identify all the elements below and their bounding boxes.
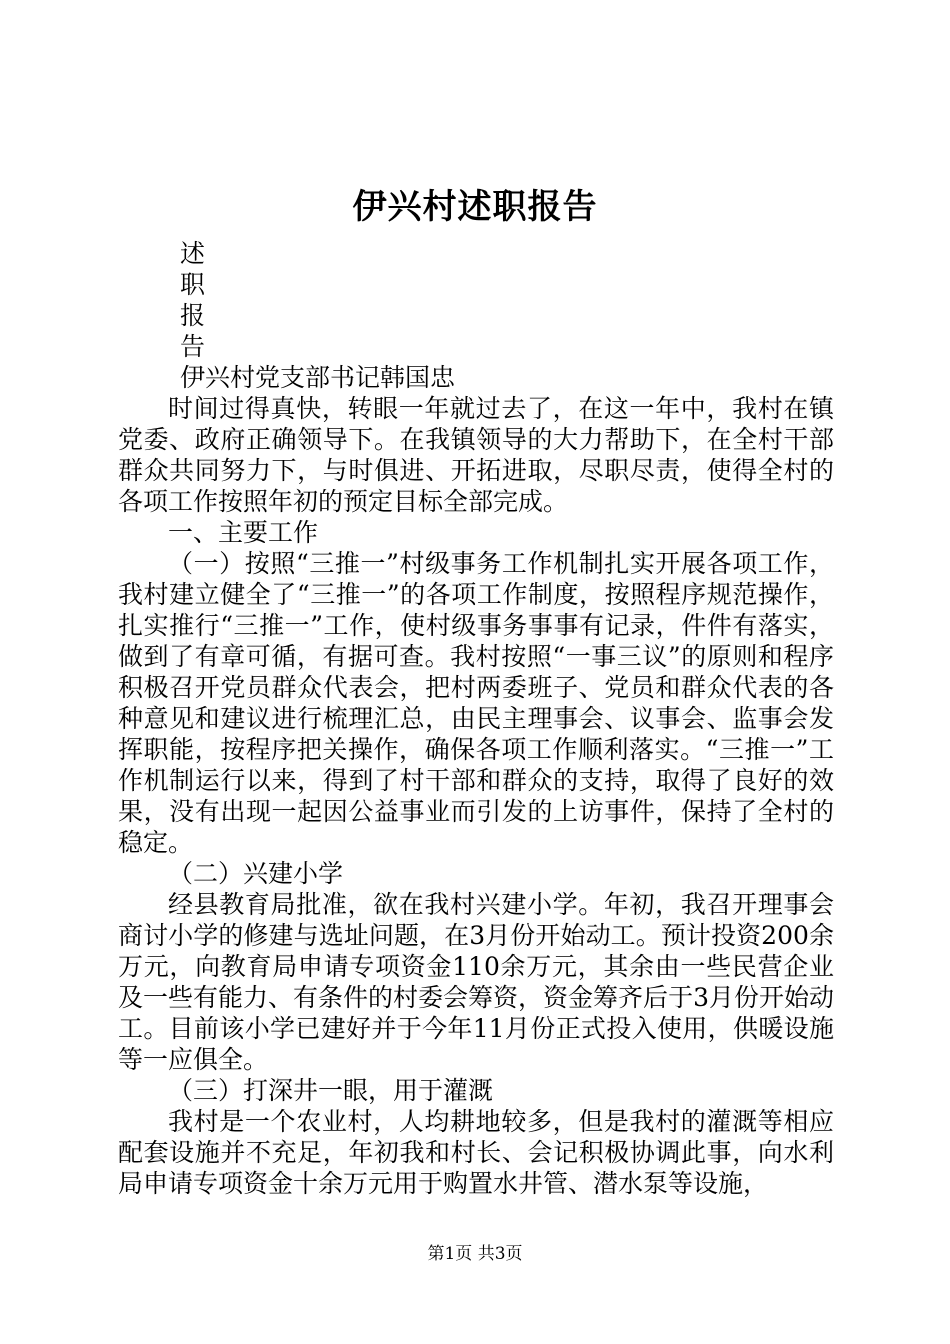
subsection-heading-well: （三）打深井一眼，用于灌溉	[168, 1076, 494, 1105]
paragraph-school: 经县教育局批准，欲在我村兴建小学。年初，我召开理事会商讨小学的修建与选址问题，在3月份开始动工。预计投资200余万元，向教育局申请专项资金110余万元，其余由一些民营企业及一些有能力、有条件的村委会筹资，资金筹齐后于3月份开始动工。目前该小学已建好并于今年11月份正式投入使用，供暖设施等一应俱全。	[118, 890, 834, 1074]
document-body	[118, 238, 834, 1199]
subsection-heading-school: （二）兴建小学	[168, 859, 344, 888]
paragraph-section-1: （一）按照“三推一”村级事务工作机制扎实开展各项工作，我村建立健全了“三推一”的各项工作制度，按照程序规范操作，扎实推行“三推一”工作，使村级事务事事有记录，件件有落实，做到了有章可循，有据可查。我村按照“一事三议”的原则和程序积极召开党员群众代表会，把村两委班子、党员和群众代表的各种意见和建议进行梳理汇总，由民主理事会、议事会、监事会发挥职能，按程序把关操作，确保各项工作顺利落实。“三推一”工作机制运行以来，得到了村干部和群众的支持，取得了良好的效果，没有出现一起因公益事业而引发的上访事件，保持了全村的稳定。	[118, 549, 834, 857]
heading-char: 告	[180, 332, 206, 361]
paragraph-well: 我村是一个农业村，人均耕地较多，但是我村的灌溉等相应配套设施并不充足，年初我和村长、会记积极协调此事，向水利局申请专项资金十余万元用于购置水井管、潜水泵等设施，	[118, 1107, 834, 1198]
page-number-footer: 第1页 共3页	[427, 1244, 523, 1264]
author-line: 伊兴村党支部书记韩国忠	[180, 363, 456, 392]
heading-char: 述	[180, 239, 206, 268]
document-title: 伊兴村述职报告	[352, 187, 598, 227]
vertical-heading	[118, 238, 834, 362]
heading-char: 报	[180, 301, 206, 330]
heading-char: 职	[180, 270, 206, 299]
paragraph-intro: 时间过得真快，转眼一年就过去了，在这一年中，我村在镇党委、政府正确领导下。在我镇领导的大力帮助下，在全村干部群众共同努力下，与时俱进、开拓进取，尽职尽责，使得全村的各项工作按照年初的预定目标全部完成。	[118, 394, 834, 516]
section-heading-main-work: 一、主要工作	[168, 518, 319, 547]
